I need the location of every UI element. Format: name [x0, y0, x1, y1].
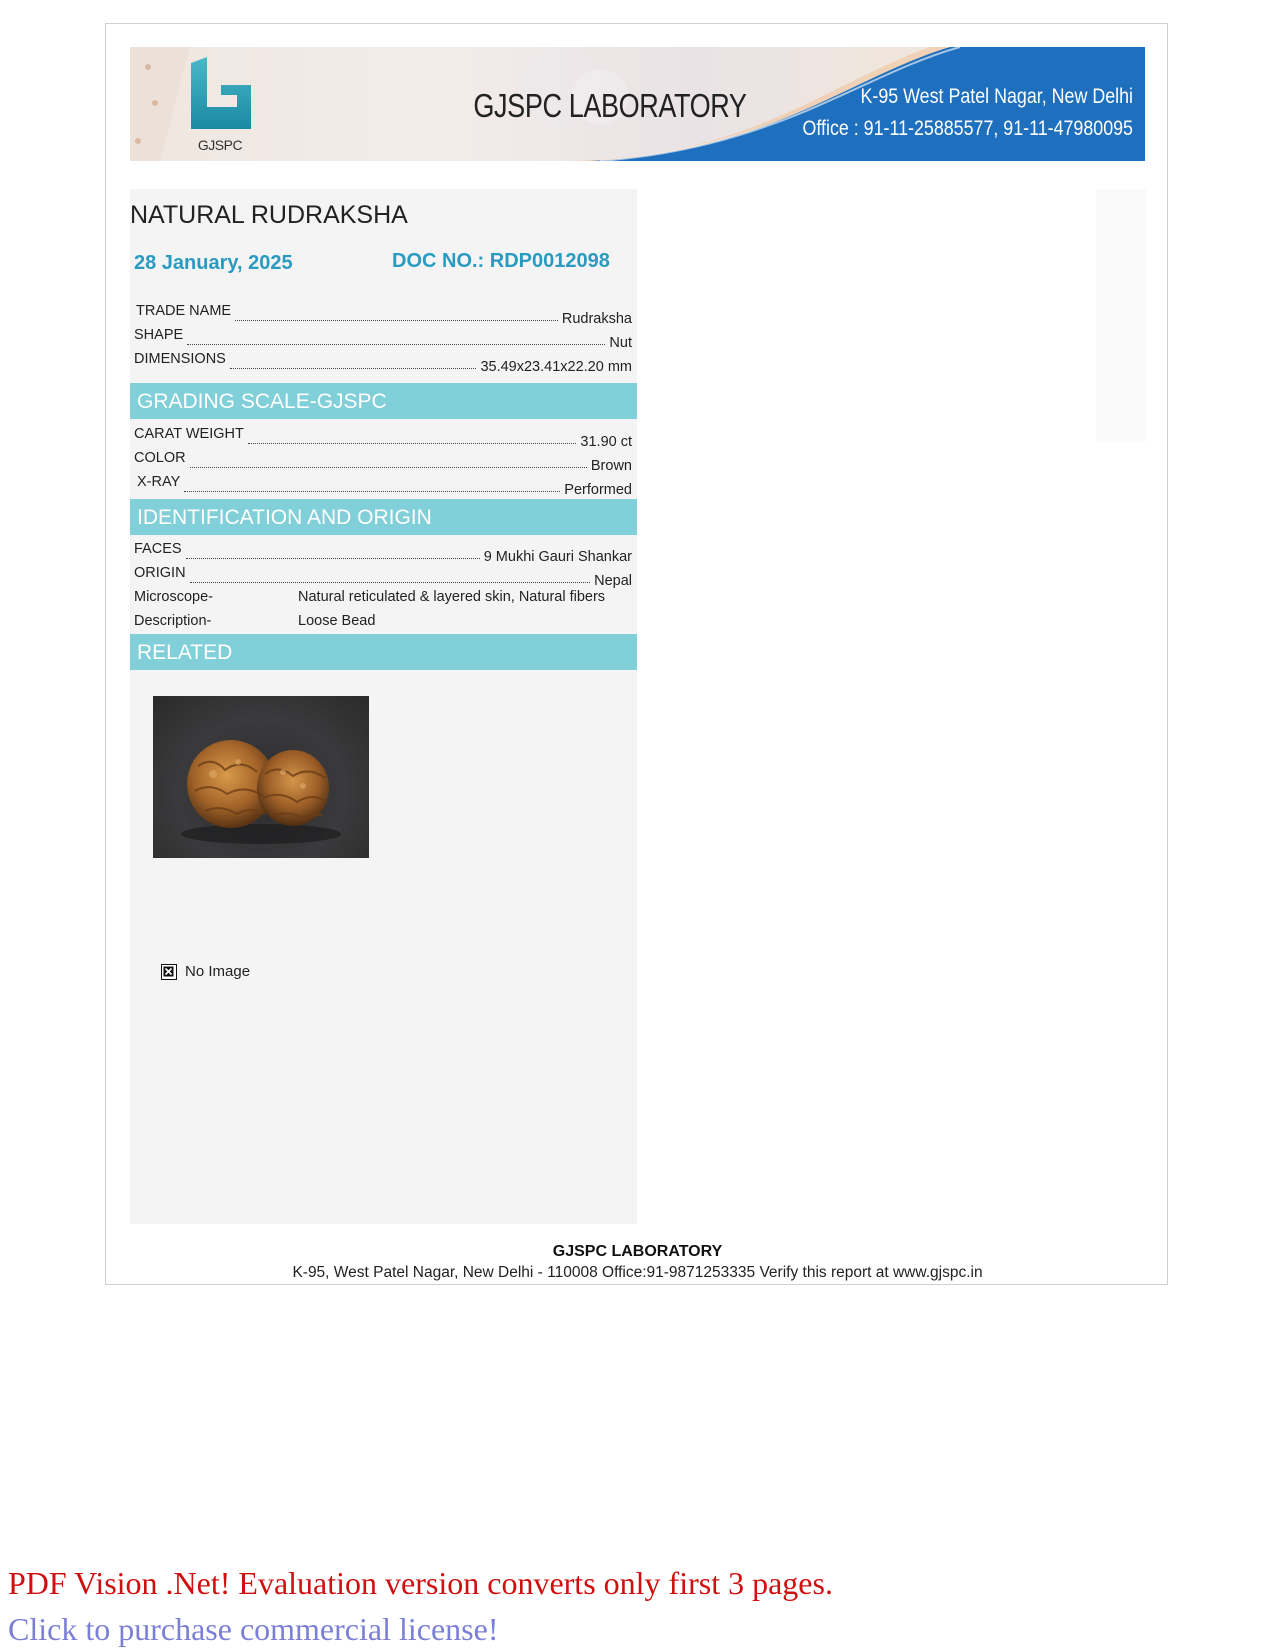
report-title: NATURAL RUDRAKSHA	[130, 201, 408, 229]
leader-dots	[235, 320, 558, 321]
ident-label: FACES	[134, 541, 182, 557]
leader-dots	[230, 368, 477, 369]
evaluation-notice: PDF Vision .Net! Evaluation version converts only first 3 pages.	[8, 1565, 833, 1601]
right-blank-panel	[1096, 189, 1146, 442]
grading-label: COLOR	[134, 450, 186, 466]
section-identification-origin: IDENTIFICATION AND ORIGIN	[130, 499, 637, 535]
grading-value: Performed	[564, 482, 632, 498]
report-page	[105, 23, 1168, 1285]
report-date: 28 January, 2025	[134, 252, 293, 274]
leader-dots	[190, 582, 591, 583]
detail-row-dimensions	[134, 351, 632, 375]
purchase-license-link[interactable]: Click to purchase commercial license!	[8, 1611, 499, 1647]
detail-label: SHAPE	[134, 327, 184, 343]
description-label: Description-	[134, 613, 212, 629]
grading-row-color	[134, 450, 632, 474]
ident-label: ORIGIN	[134, 565, 186, 581]
leader-dots	[248, 443, 577, 444]
logo-text: GJSPC	[197, 137, 243, 153]
grading-label: X-RAY	[137, 474, 181, 490]
microscope-value: Natural reticulated & layered skin, Natural fibers	[298, 589, 606, 605]
broken-image-icon	[161, 964, 177, 980]
grading-value: 31.90 ct	[580, 434, 632, 450]
doc-number: DOC NO.: RDP0012098	[392, 250, 610, 272]
grading-value: Brown	[590, 458, 632, 474]
banner-lab-title: GJSPC LABORATORY	[473, 87, 747, 124]
detail-row-shape	[134, 327, 632, 351]
detail-value: 35.49x23.41x22.20 mm	[480, 359, 632, 375]
detail-label: DIMENSIONS	[134, 351, 226, 367]
no-image-placeholder	[161, 963, 250, 980]
grading-row-carat-weight	[134, 426, 632, 450]
ident-value: 9 Mukhi Gauri Shankar	[483, 549, 632, 565]
grading-label: CARAT WEIGHT	[134, 426, 244, 442]
description-value: Loose Bead	[298, 613, 376, 629]
ident-value: Nepal	[594, 573, 632, 589]
leader-dots	[186, 558, 480, 559]
section-grading-scale: GRADING SCALE-GJSPC	[130, 383, 637, 419]
header-banner	[130, 47, 1145, 161]
leader-dots	[190, 467, 587, 468]
banner-address-line2: Office : 91-11-25885577, 91-11-47980095	[802, 117, 1133, 140]
footer-address-line: K-95, West Patel Nagar, New Delhi - 110008 Office:91-9871253335 Verify this report at www.gjspc.in	[292, 1264, 983, 1281]
detail-value: Rudraksha	[561, 311, 632, 327]
section-related: RELATED	[130, 634, 637, 670]
microscope-label: Microscope-	[134, 589, 213, 605]
footer-lab-title: GJSPC LABORATORY	[552, 1243, 723, 1260]
leader-dots	[184, 491, 560, 492]
detail-label: TRADE NAME	[136, 303, 232, 319]
report-details-panel	[130, 189, 637, 1224]
leader-dots	[187, 344, 605, 345]
ident-row-faces	[134, 541, 632, 565]
banner-address-line1: K-95 West Patel Nagar, New Delhi	[860, 85, 1133, 108]
rudraksha-photo	[153, 696, 369, 858]
detail-value: Nut	[609, 335, 632, 351]
no-image-text: No Image	[185, 963, 251, 980]
rudraksha-bead-image	[153, 696, 369, 858]
banner-address	[776, 81, 1133, 145]
grading-row-xray	[134, 474, 632, 498]
ident-row-origin	[134, 565, 632, 589]
detail-row-trade-name	[134, 303, 632, 327]
